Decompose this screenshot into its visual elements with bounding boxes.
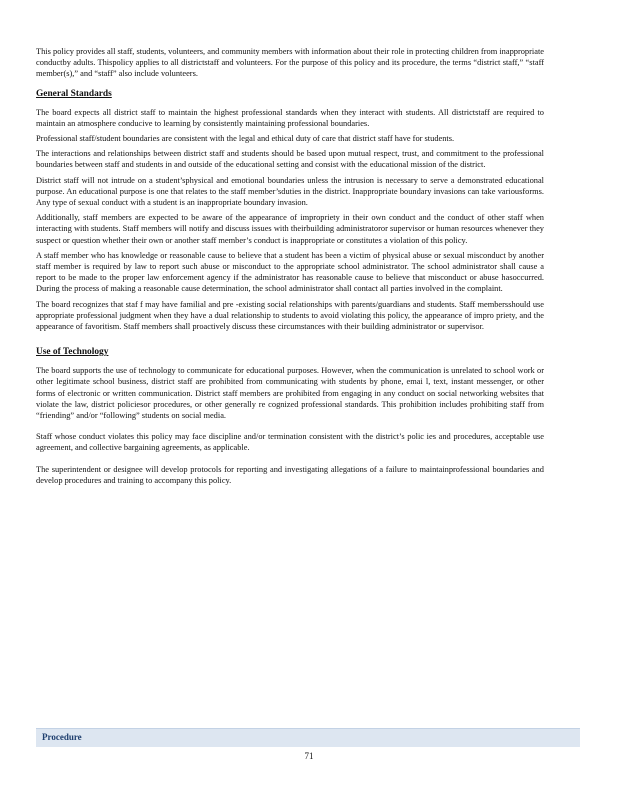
paragraph-protocols: The superintendent or designee will develop protocols for reporting and investigating allegations of a failure to maintainprofessional boundaries and develop procedures and training to accompany this policy.: [36, 464, 544, 485]
paragraph-reporting: A staff member who has knowledge or reasonable cause to believe that a student has been a victim of physical abuse or sexual misconduct by another staff member is required by law to report such abuse or misconduct to the appropriate school administrator. The school administrator shall cause a report to be made to the proper law enforcement agency if the administrator has reasonable cause to believe that misconduct or abuse hasoccurred. During the process of making a reasonable cause determination, the school administrator shall contact all parties involved in the complaint.: [36, 250, 544, 294]
policy-document: [36, 46, 544, 490]
paragraph-interactions: The interactions and relationships between district staff and students should be based upon mutual respect, trust, and commitment to the professional boundaries between staff and students in and outside of the educational setting and consist with the educational mission of the district.: [36, 149, 544, 170]
section-heading-general-standards: General Standards: [36, 88, 112, 99]
paragraph-boundary-invasions: District staff will not intrude on a student’sphysical and emotional boundaries unless the intrusion is necessary to serve a demonstrated educational purpose. An educational purpose is one that relates to the staff member’sduties in the district. Inappropriate boundary invasions can take variousforms. Any type of sexual conduct with a student is an inappropriate boundary invasion.: [36, 175, 544, 208]
paragraph-dual-relationships: The board recognizes that staf f may have familial and pre -existing social relationships with parents/guardians and students. Staff membersshould use appropriate professional judgment when they have a dual relationship to students to avoid violating this policy, the appearance of impro priety, and the appearance of favoritism. Staff members shall proactively discuss these circumstances with their building administrator or supervisor.: [36, 299, 544, 332]
procedure-section-bar: [36, 728, 580, 747]
section-general-standards: [36, 88, 544, 333]
paragraph-discipline: Staff whose conduct violates this policy may face discipline and/or termination consistent with the district’s polic ies and procedures, acceptable use agreement, and collective bargaining agreements, as applicable.: [36, 432, 544, 453]
paragraph-boundaries-duty: Professional staff/student boundaries are consistent with the legal and ethical duty of care that district staff have for students.: [36, 134, 455, 144]
paragraph-standards-expectations: The board expects all district staff to maintain the highest professional standards when they interact with students. All districtstaff are required to maintain an atmosphere conducive to learning by consistently maintaining professional boundaries.: [36, 107, 544, 128]
page-number: 71: [304, 751, 314, 761]
procedure-heading: Procedure: [42, 732, 82, 742]
paragraph-impropriety: Additionally, staff members are expected to be aware of the appearance of impropriety in their own conduct and the conduct of other staff when interacting with students. Staff members will notify and discuss issues with theirbuilding administratoror supervisor or human resources whenever they suspect or question whether their own or another staff member’s conduct is inappropriate or constitutes a violation of this policy.: [36, 213, 544, 245]
section-heading-use-of-technology: Use of Technology: [36, 347, 109, 358]
intro-paragraph: This policy provides all staff, students, volunteers, and community members with information about their role in protecting children from inappropriate conductby adults. Thispolicy applies to all districtstaff and volunteers. For the purpose of this policy and its procedure, the terms “district staff,” “staff member(s),” and “staff” also include volunteers.: [36, 47, 544, 79]
paragraph-technology-communication: The board supports the use of technology to communicate for educational purposes. However, when the communication is unrelated to school work or other legitimate school business, district staff are prohibited from communicating with students by phone, emai l, text, instant messenger, or other forms of electronic or written communication. District staff members are prohibited from engaging in any conduct on social networking websites that violate the law, district policiesor procedures, or other generally re cognized professional standards. This prohibition includes prohibiting staff from “friending” and/or “following” students on social media.: [36, 366, 544, 421]
section-use-of-technology: [36, 346, 544, 486]
